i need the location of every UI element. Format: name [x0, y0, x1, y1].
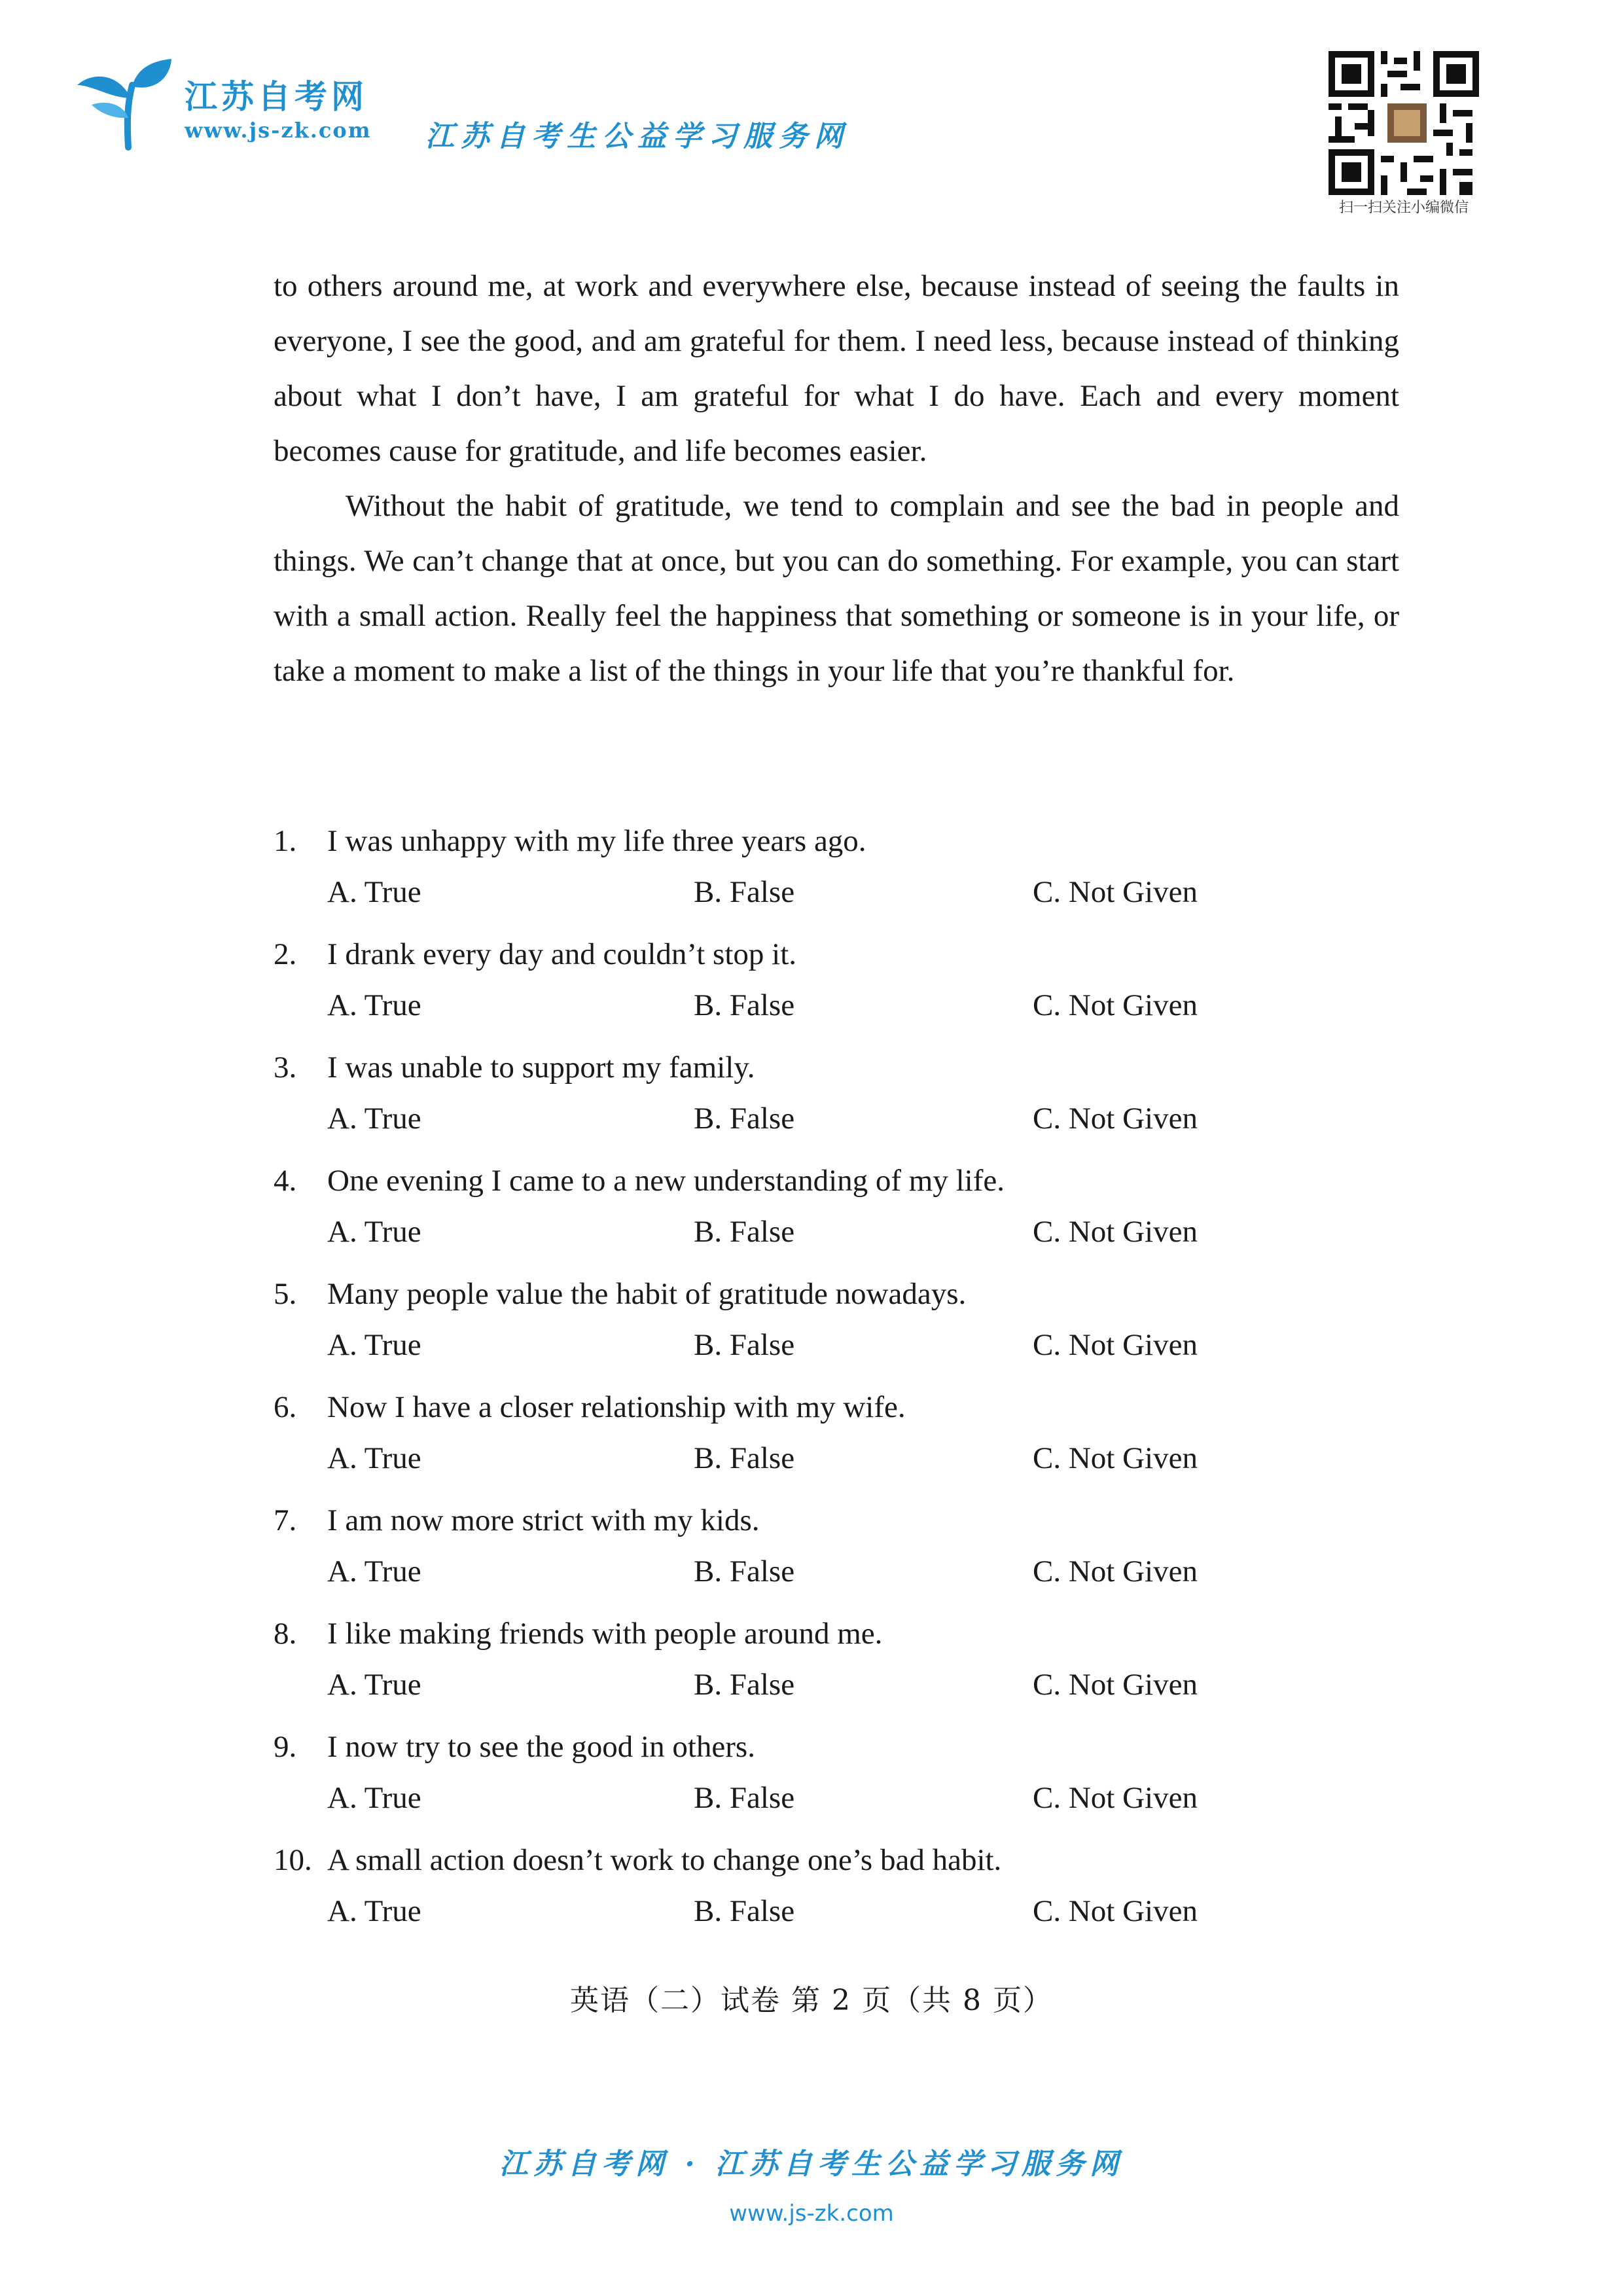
option-c: C. Not Given	[1033, 988, 1198, 1022]
option-a: A. True	[327, 875, 421, 909]
question-item	[274, 931, 1399, 1045]
question-item	[274, 818, 1399, 931]
question-number: 4.	[274, 1164, 297, 1198]
option-c: C. Not Given	[1033, 1102, 1198, 1136]
qr-code-icon	[1329, 51, 1479, 195]
option-c: C. Not Given	[1033, 1328, 1198, 1362]
option-a: A. True	[327, 1894, 421, 1928]
option-a: A. True	[327, 988, 421, 1022]
question-number: 2.	[274, 937, 297, 971]
option-c: C. Not Given	[1033, 1441, 1198, 1475]
question-number: 10.	[274, 1843, 312, 1877]
site-url[interactable]: www.js-zk.com	[185, 118, 372, 143]
question-number: 7.	[274, 1503, 297, 1537]
option-a: A. True	[327, 1328, 421, 1362]
page-header	[0, 0, 1623, 249]
footer-url[interactable]: www.js-zk.com	[729, 2200, 894, 2227]
option-c: C. Not Given	[1033, 1215, 1198, 1249]
option-c: C. Not Given	[1033, 875, 1198, 909]
question-number: 3.	[274, 1050, 297, 1085]
qr-caption: 扫一扫关注小编微信	[1338, 200, 1469, 216]
option-b: B. False	[694, 1328, 795, 1362]
passage-paragraph: Without the habit of gratitude, we tend to complain and see the bad in people and things. We can’t change that at once, but you can do something. For example, you can start with a small action. Really feel the happiness that something or someone is in your life, or take a moment to make a list of the things in your life that you’re thankful for.	[274, 489, 1399, 688]
question-stem: I drank every day and couldn’t stop it.	[327, 937, 797, 971]
question-number: 9.	[274, 1730, 297, 1764]
option-b: B. False	[694, 1668, 795, 1702]
question-stem: I like making friends with people around me.	[327, 1617, 883, 1651]
option-b: B. False	[694, 1215, 795, 1249]
option-b: B. False	[694, 1102, 795, 1136]
option-b: B. False	[694, 875, 795, 909]
question-list	[274, 818, 1399, 1950]
footer-slogan: 江苏自考网 · 江苏自考生公益学习服务网	[499, 2147, 1124, 2181]
site-slogan: 江苏自考生公益学习服务网	[425, 120, 849, 153]
option-c: C. Not Given	[1033, 1781, 1198, 1815]
option-a: A. True	[327, 1102, 421, 1136]
option-c: C. Not Given	[1033, 1554, 1198, 1588]
option-a: A. True	[327, 1554, 421, 1588]
question-item	[274, 1158, 1399, 1271]
site-name: 江苏自考网	[185, 78, 368, 116]
option-b: B. False	[694, 1441, 795, 1475]
question-number: 5.	[274, 1277, 297, 1311]
question-item	[274, 1271, 1399, 1384]
seedling-logo-icon	[72, 59, 177, 151]
question-number: 6.	[274, 1390, 297, 1424]
reading-passage	[274, 259, 1399, 698]
option-a: A. True	[327, 1215, 421, 1249]
question-stem: I now try to see the good in others.	[327, 1730, 755, 1764]
option-c: C. Not Given	[1033, 1894, 1198, 1928]
question-item	[274, 1724, 1399, 1837]
option-a: A. True	[327, 1441, 421, 1475]
question-stem: One evening I came to a new understanding of my life.	[327, 1164, 1005, 1198]
question-item	[274, 1611, 1399, 1724]
question-item	[274, 1384, 1399, 1498]
question-stem: A small action doesn’t work to change one’s bad habit.	[327, 1843, 1002, 1877]
question-stem: I was unable to support my family.	[327, 1050, 755, 1085]
passage-paragraph: to others around me, at work and everywhere else, because instead of seeing the faults in everyone, I see the good, and am grateful for them. I need less, because instead of thinking about what I don’t have, I am grateful for what I do have. Each and every moment becomes cause for gratitude, and life becomes easier.	[274, 269, 1399, 468]
question-number: 8.	[274, 1617, 297, 1651]
option-c: C. Not Given	[1033, 1668, 1198, 1702]
question-stem: Now I have a closer relationship with my wife.	[327, 1390, 906, 1424]
question-item	[274, 1045, 1399, 1158]
question-stem: Many people value the habit of gratitude nowadays.	[327, 1277, 967, 1311]
question-item	[274, 1837, 1399, 1950]
question-item	[274, 1498, 1399, 1611]
option-b: B. False	[694, 1781, 795, 1815]
option-b: B. False	[694, 1554, 795, 1588]
option-a: A. True	[327, 1668, 421, 1702]
option-b: B. False	[694, 988, 795, 1022]
page-number-label: 英语（二）试卷 第 2 页（共 8 页）	[570, 1984, 1053, 2017]
option-a: A. True	[327, 1781, 421, 1815]
option-b: B. False	[694, 1894, 795, 1928]
question-stem: I am now more strict with my kids.	[327, 1503, 760, 1537]
question-number: 1.	[274, 824, 297, 858]
question-stem: I was unhappy with my life three years ago.	[327, 824, 866, 858]
